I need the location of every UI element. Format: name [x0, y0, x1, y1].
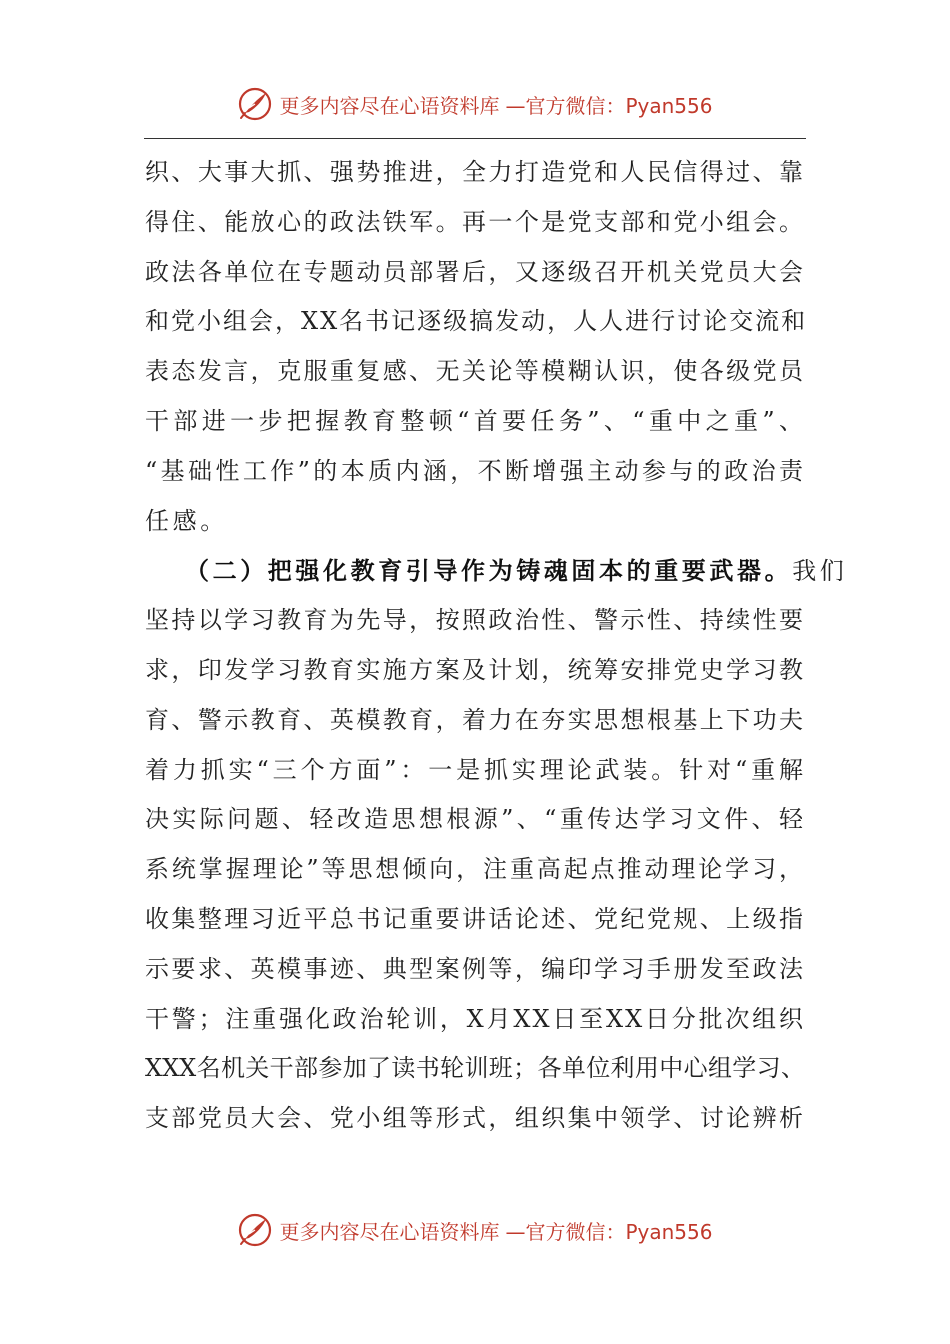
header-divider [144, 138, 806, 139]
body-line: 着力抓实“三个方面”：一是抓实理论武装。针对“重解 [145, 755, 805, 784]
quill-logo-icon [237, 1212, 273, 1248]
section-heading-line [145, 546, 848, 596]
body-line: 支部党员大会、党小组等形式，组织集中领学、讨论辨析 [145, 1104, 805, 1133]
body-line: XXX名机关干部参加了读书轮训班；各单位利用中心组学习、 [145, 1054, 805, 1083]
header-banner-wechat: —官方微信：Pyan556 [505, 93, 713, 118]
body-line: 育、警示教育、英模教育，着力在夯实思想根基上下功夫 [145, 705, 805, 734]
body-line: “基础性工作”的本质内涵，不断增强主动参与的政治责 [145, 456, 805, 485]
body-line: 示要求、英模事迹、典型案例等，编印学习手册发至政法 [145, 954, 805, 983]
footer-banner-text: 更多内容尽在心语资料库 [279, 1219, 500, 1244]
body-line: 表态发言，克服重复感、无关论等模糊认识，使各级党员 [145, 357, 805, 386]
document-body [145, 148, 848, 1144]
header-banner-text: 更多内容尽在心语资料库 [279, 93, 500, 118]
body-line: 任感。 [145, 506, 228, 535]
body-line: 坚持以学习教育为先导，按照政治性、警示性、持续性要 [145, 606, 805, 635]
body-line: 决实际问题、轻改造思想根源”、“重传达学习文件、轻 [145, 805, 805, 834]
body-line: 织、大事大抓、强势推进，全力打造党和人民信得过、靠 [145, 158, 805, 186]
body-line: 收集整理习近平总书记重要讲话论述、党纪党规、上级指 [145, 904, 805, 933]
body-line: 干警；注重强化政治轮训，X月XX日至XX日分批次组织 [145, 1004, 805, 1033]
body-line: 得住、能放心的政法铁军。再一个是党支部和党小组会。 [145, 207, 805, 236]
footer-banner [0, 1210, 950, 1250]
section-heading-continuation: 我们 [792, 557, 848, 586]
body-line: 系统掌握理论”等思想倾向，注重高起点推动理论学习， [145, 855, 805, 884]
footer-banner-wechat: —官方微信：Pyan556 [505, 1219, 713, 1244]
body-line: 和党小组会，XX名书记逐级搞发动，人人进行讨论交流和 [145, 307, 808, 336]
quill-logo-icon [237, 86, 273, 122]
section-heading: （二）把强化教育引导作为铸魂固本的重要武器。 [185, 556, 793, 586]
header-banner [0, 84, 950, 124]
body-line: 政法各单位在专题动员部署后，又逐级召开机关党员大会 [145, 257, 805, 286]
body-line: 求，印发学习教育实施方案及计划，统筹安排党史学习教 [145, 655, 805, 684]
body-line: 干部进一步把握教育整顿“首要任务”、“重中之重”、 [145, 406, 805, 435]
